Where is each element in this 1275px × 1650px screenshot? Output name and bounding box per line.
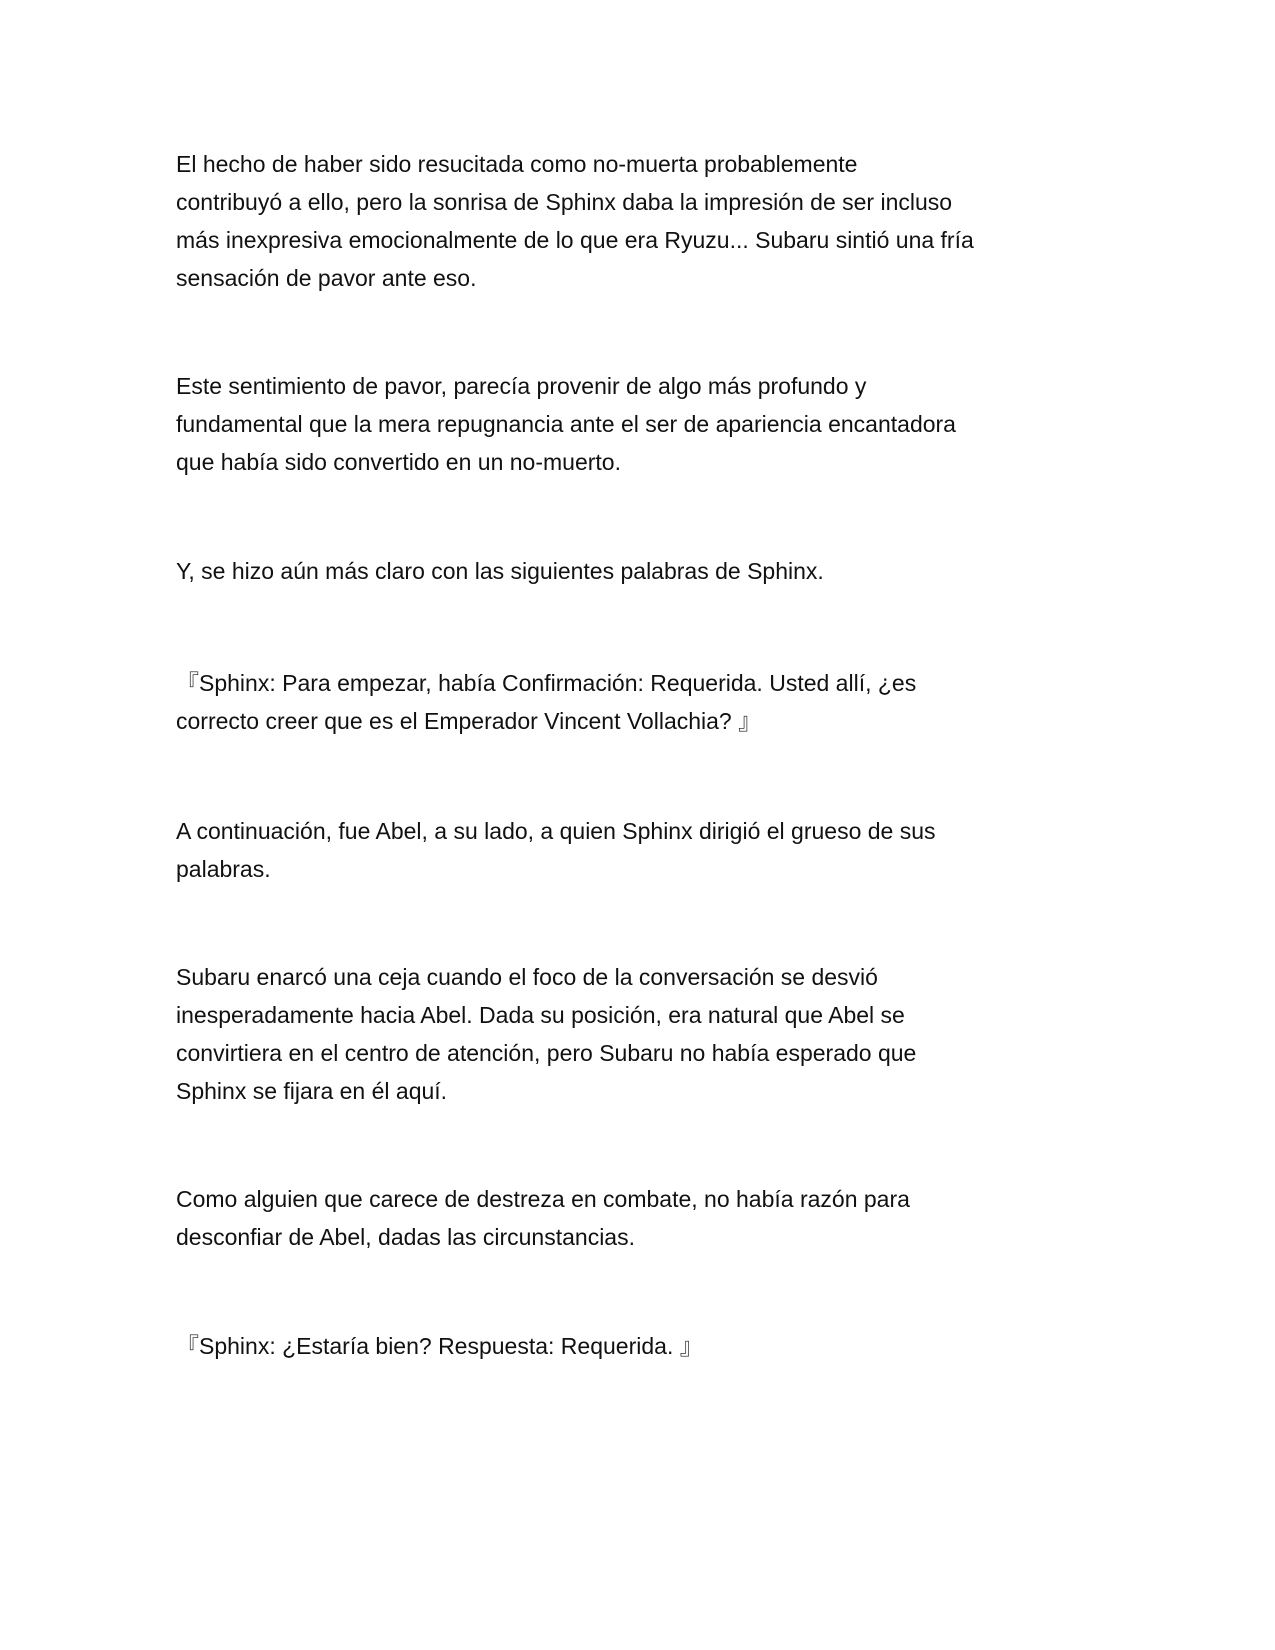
text-line: más inexpresiva emocionalmente de lo que era Ryuzu... Subaru sintió una fría [176,227,974,253]
text-line: 『Sphinx: Para empezar, había Confirmación: Requerida. Usted allí, ¿es [176,670,917,696]
text-line: El hecho de haber sido resucitada como no-muerta probablemente [176,151,858,177]
text-line: contribuyó a ello, pero la sonrisa de Sphinx daba la impresión de ser incluso [176,189,953,215]
text-line: Sphinx se fijara en él aquí. [176,1078,448,1104]
text-line: Este sentimiento de pavor, parecía provenir de algo más profundo y [176,373,867,399]
paragraph-6 [176,958,1106,1110]
text-line: Subaru enarcó una ceja cuando el foco de la conversación se desvió [176,964,878,990]
text-line: sensación de pavor ante eso. [176,265,477,291]
text-line: fundamental que la mera repugnancia ante el ser de apariencia encantadora [176,411,956,437]
paragraph-4-dialogue [176,664,1106,740]
text-line: palabras. [176,856,271,882]
paragraph-7 [176,1180,1106,1256]
text-line: 『Sphinx: ¿Estaría bien? Respuesta: Requerida. 』 [176,1333,703,1359]
text-line: convirtiera en el centro de atención, pero Subaru no había esperado que [176,1040,917,1066]
paragraph-8-dialogue [176,1327,1106,1365]
text-line: desconfiar de Abel, dadas las circunstancias. [176,1224,635,1250]
paragraph-3 [176,552,1106,590]
text-line: correcto creer que es el Emperador Vincent Vollachia? 』 [176,708,762,734]
paragraph-5 [176,812,1106,888]
text-line: que había sido convertido en un no-muerto. [176,449,621,475]
text-line: Y, se hizo aún más claro con las siguientes palabras de Sphinx. [176,558,824,584]
paragraph-1 [176,145,1106,297]
paragraph-2 [176,367,1106,481]
text-line: Como alguien que carece de destreza en combate, no había razón para [176,1186,910,1212]
text-line: inesperadamente hacia Abel. Dada su posición, era natural que Abel se [176,1002,905,1028]
text-line: A continuación, fue Abel, a su lado, a quien Sphinx dirigió el grueso de sus [176,818,936,844]
